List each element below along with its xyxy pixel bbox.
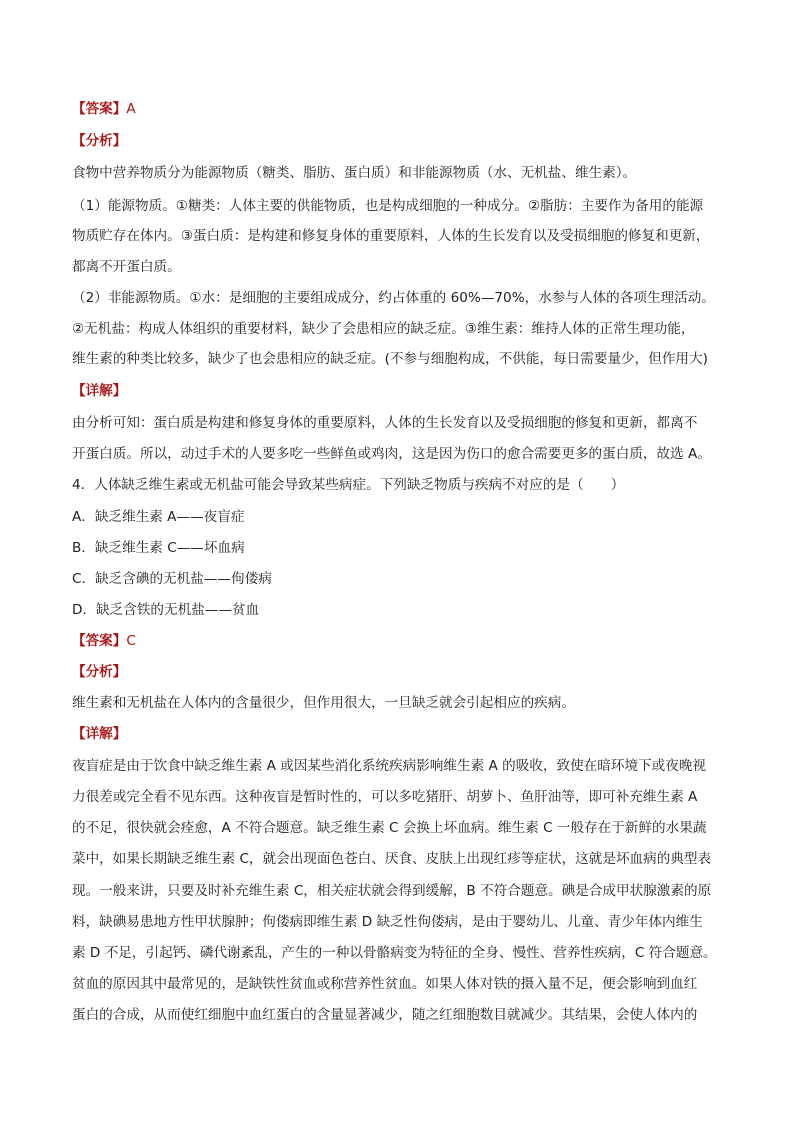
detail-line: 由分析可知：蛋白质是构建和修复身体的重要原料，人体的生长发育以及受损细胞的修复和更新，都离不 [72, 415, 698, 431]
analysis-line: 维生素的种类比较多，缺少了也会患相应的缺乏症。(不参与细胞构成，不供能，每日需要量少，但作用大) [72, 351, 708, 367]
answer-tag: 【答案】 [72, 101, 127, 117]
option-b: B．缺乏维生素 C——坏血病 [72, 540, 245, 556]
detail-line: 现。一般来讲，只要及时补充维生素 C，相关症状就会得到缓解，B 不符合题意。碘是合成甲状腺激素的原 [72, 883, 712, 899]
answer-line [72, 631, 136, 651]
analysis-tag: 【分析】 [72, 664, 127, 680]
detail-line: 蛋白的合成，从而使红细胞中血红蛋白的含量显著减少，随之红细胞数目就减少。其结果，会使人体内的 [72, 1007, 698, 1023]
analysis-line: ②无机盐：构成人体组织的重要材料，缺少了会患相应的缺乏症。③维生素：维持人体的正常生理功能， [72, 321, 695, 337]
detail-line: 力很差或完全看不见东西。这种夜盲是暂时性的，可以多吃猪肝、胡萝卜、鱼肝油等，即可补充维生素 A [72, 789, 698, 805]
option-a: A．缺乏维生素 A——夜盲症 [72, 509, 245, 525]
analysis-line: （1）能源物质。①糖类：人体主要的供能物质，也是构成细胞的一种成分。②脂肪：主要作为备用的能源 [72, 198, 704, 214]
detail-line: 夜盲症是由于饮食中缺乏维生素 A 或因某些消化系统疾病影响维生素 A 的吸收，致使在暗环境下或夜晚视 [72, 758, 707, 774]
detail-tag: 【详解】 [72, 383, 127, 399]
option-c: C．缺乏含碘的无机盐——佝偻病 [72, 571, 272, 587]
analysis-line: 都离不开蛋白质。 [72, 259, 181, 275]
analysis-line: 维生素和无机盐在人体内的含量很少，但作用很大，一旦缺乏就会引起相应的疾病。 [72, 695, 575, 711]
option-d: D．缺乏含铁的无机盐——贫血 [72, 602, 260, 618]
detail-line: 素 D 不足，引起钙、磷代谢紊乱，产生的一种以骨骼病变为特征的全身、慢性、营养性疾病，C 符合题意。 [72, 945, 717, 961]
answer-tag: 【答案】 [72, 633, 127, 649]
analysis-line: 食物中营养物质分为能源物质（糖类、脂肪、蛋白质）和非能源物质（水、无机盐、维生素）。 [72, 165, 637, 181]
detail-tag: 【详解】 [72, 726, 127, 742]
detail-line: 的不足，很快就会痊愈，A 不符合题意。缺乏维生素 C 会换上坏血病。维生素 C 一般存在于新鲜的水果蔬 [72, 820, 707, 836]
answer-line [72, 99, 136, 119]
analysis-tag: 【分析】 [72, 133, 127, 149]
detail-line: 料，缺碘易患地方性甲状腺肿；佝偻病即维生素 D 缺乏性佝偻病，是由于婴幼儿、儿童、青少年体内维生 [72, 914, 703, 930]
answer-value: C [126, 633, 136, 649]
detail-line: 开蛋白质。所以，动过手术的人要多吃一些鲜鱼或鸡肉，这是因为伤口的愈合需要更多的蛋白质，故选 A。 [72, 446, 711, 462]
analysis-line: 物质贮存在体内。③蛋白质：是构建和修复身体的重要原料，人体的生长发育以及受损细胞的修复和更新， [72, 228, 710, 244]
detail-line: 贫血的原因其中最常见的，是缺铁性贫血或称营养性贫血。如果人体对铁的摄入量不足，便会影响到血红 [72, 976, 698, 992]
answer-value: A [126, 101, 136, 117]
analysis-line: （2）非能源物质。①水：是细胞的主要组成成分，约占体重的 60%—70%，水参与人体的各项生理活动。 [72, 290, 715, 306]
detail-line: 菜中，如果长期缺乏维生素 C，就会出现面色苍白、厌食、皮肤上出现红疹等症状，这就是坏血病的典型表 [72, 851, 712, 867]
question-text: 4．人体缺乏维生素或无机盐可能会导致某些病症。下列缺乏物质与疾病不对应的是（ ） [72, 477, 625, 493]
